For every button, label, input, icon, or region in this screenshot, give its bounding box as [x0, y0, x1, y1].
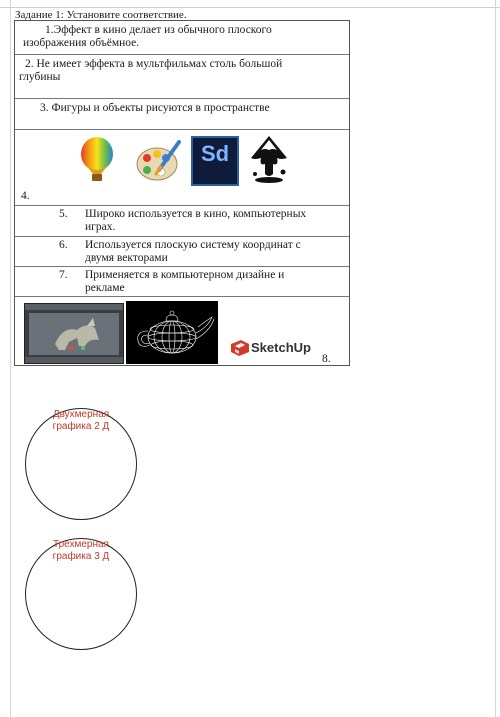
table-row-1: [15, 21, 349, 55]
2d-graphics-label: [31, 409, 131, 433]
row-6-number: 6.: [59, 239, 68, 251]
sketchup-logo-text: SketchUp: [251, 340, 311, 355]
row-1-line-2: изображения объёмное.: [23, 37, 140, 49]
page-top-rule: [0, 7, 500, 8]
table-row-7: [15, 267, 349, 297]
sd-logo-text: Sd: [201, 141, 230, 166]
sd-logo-icon: [191, 136, 239, 186]
row-3-line-1: 3. Фигуры и объекты рисуются в пространстве: [40, 102, 270, 114]
table-row-6: [15, 237, 349, 267]
row-2-line-2: глубины: [19, 71, 61, 83]
inkscape-logo-icon: [247, 134, 291, 186]
3d-software-screenshot-image: [24, 303, 124, 364]
task-title: Задание 1: Установите соответствие.: [15, 9, 187, 21]
table-row-8: [15, 297, 349, 367]
3d-graphics-label-line-1: Трехмерная: [53, 539, 109, 550]
row-2-line-1: 2. Не имеет эффекта в мультфильмах столь большой: [25, 58, 283, 70]
page-right-rule: [495, 0, 496, 717]
3d-graphics-label: [31, 539, 131, 563]
2d-graphics-label-line-1: Двухмерная: [52, 409, 110, 420]
table-row-2: [15, 55, 349, 99]
3d-graphics-label-line-2: графика 3 Д: [52, 551, 110, 562]
2d-graphics-label-line-2: графика 2 Д: [52, 421, 110, 432]
sketchup-logo-icon: [229, 339, 251, 357]
row-5-line-1: Широко используется в кино, компьютерных: [85, 208, 307, 220]
table-row-3: [15, 99, 349, 130]
matching-table: [14, 20, 350, 366]
wireframe-teapot-image: [126, 301, 218, 364]
page-left-rule: [10, 0, 11, 717]
row-7-line-2: рекламе: [85, 282, 125, 294]
row-6-line-2: двумя векторами: [85, 252, 168, 264]
row-8-number: 8.: [322, 353, 331, 365]
coreldraw-logo-icon: [77, 136, 117, 184]
paint-palette-icon: [135, 140, 183, 184]
row-5-number: 5.: [59, 208, 68, 220]
row-1-line-1: 1.Эффект в кино делает из обычного плоского: [45, 24, 272, 36]
table-row-5: [15, 206, 349, 237]
row-7-line-1: Применяется в компьютерном дизайне и: [85, 269, 285, 281]
row-4-number: 4.: [21, 190, 30, 202]
row-6-line-1: Используется плоскую систему координат с: [85, 239, 301, 251]
row-5-line-2: играх.: [85, 221, 116, 233]
table-row-4: [15, 130, 349, 206]
row-7-number: 7.: [59, 269, 68, 281]
